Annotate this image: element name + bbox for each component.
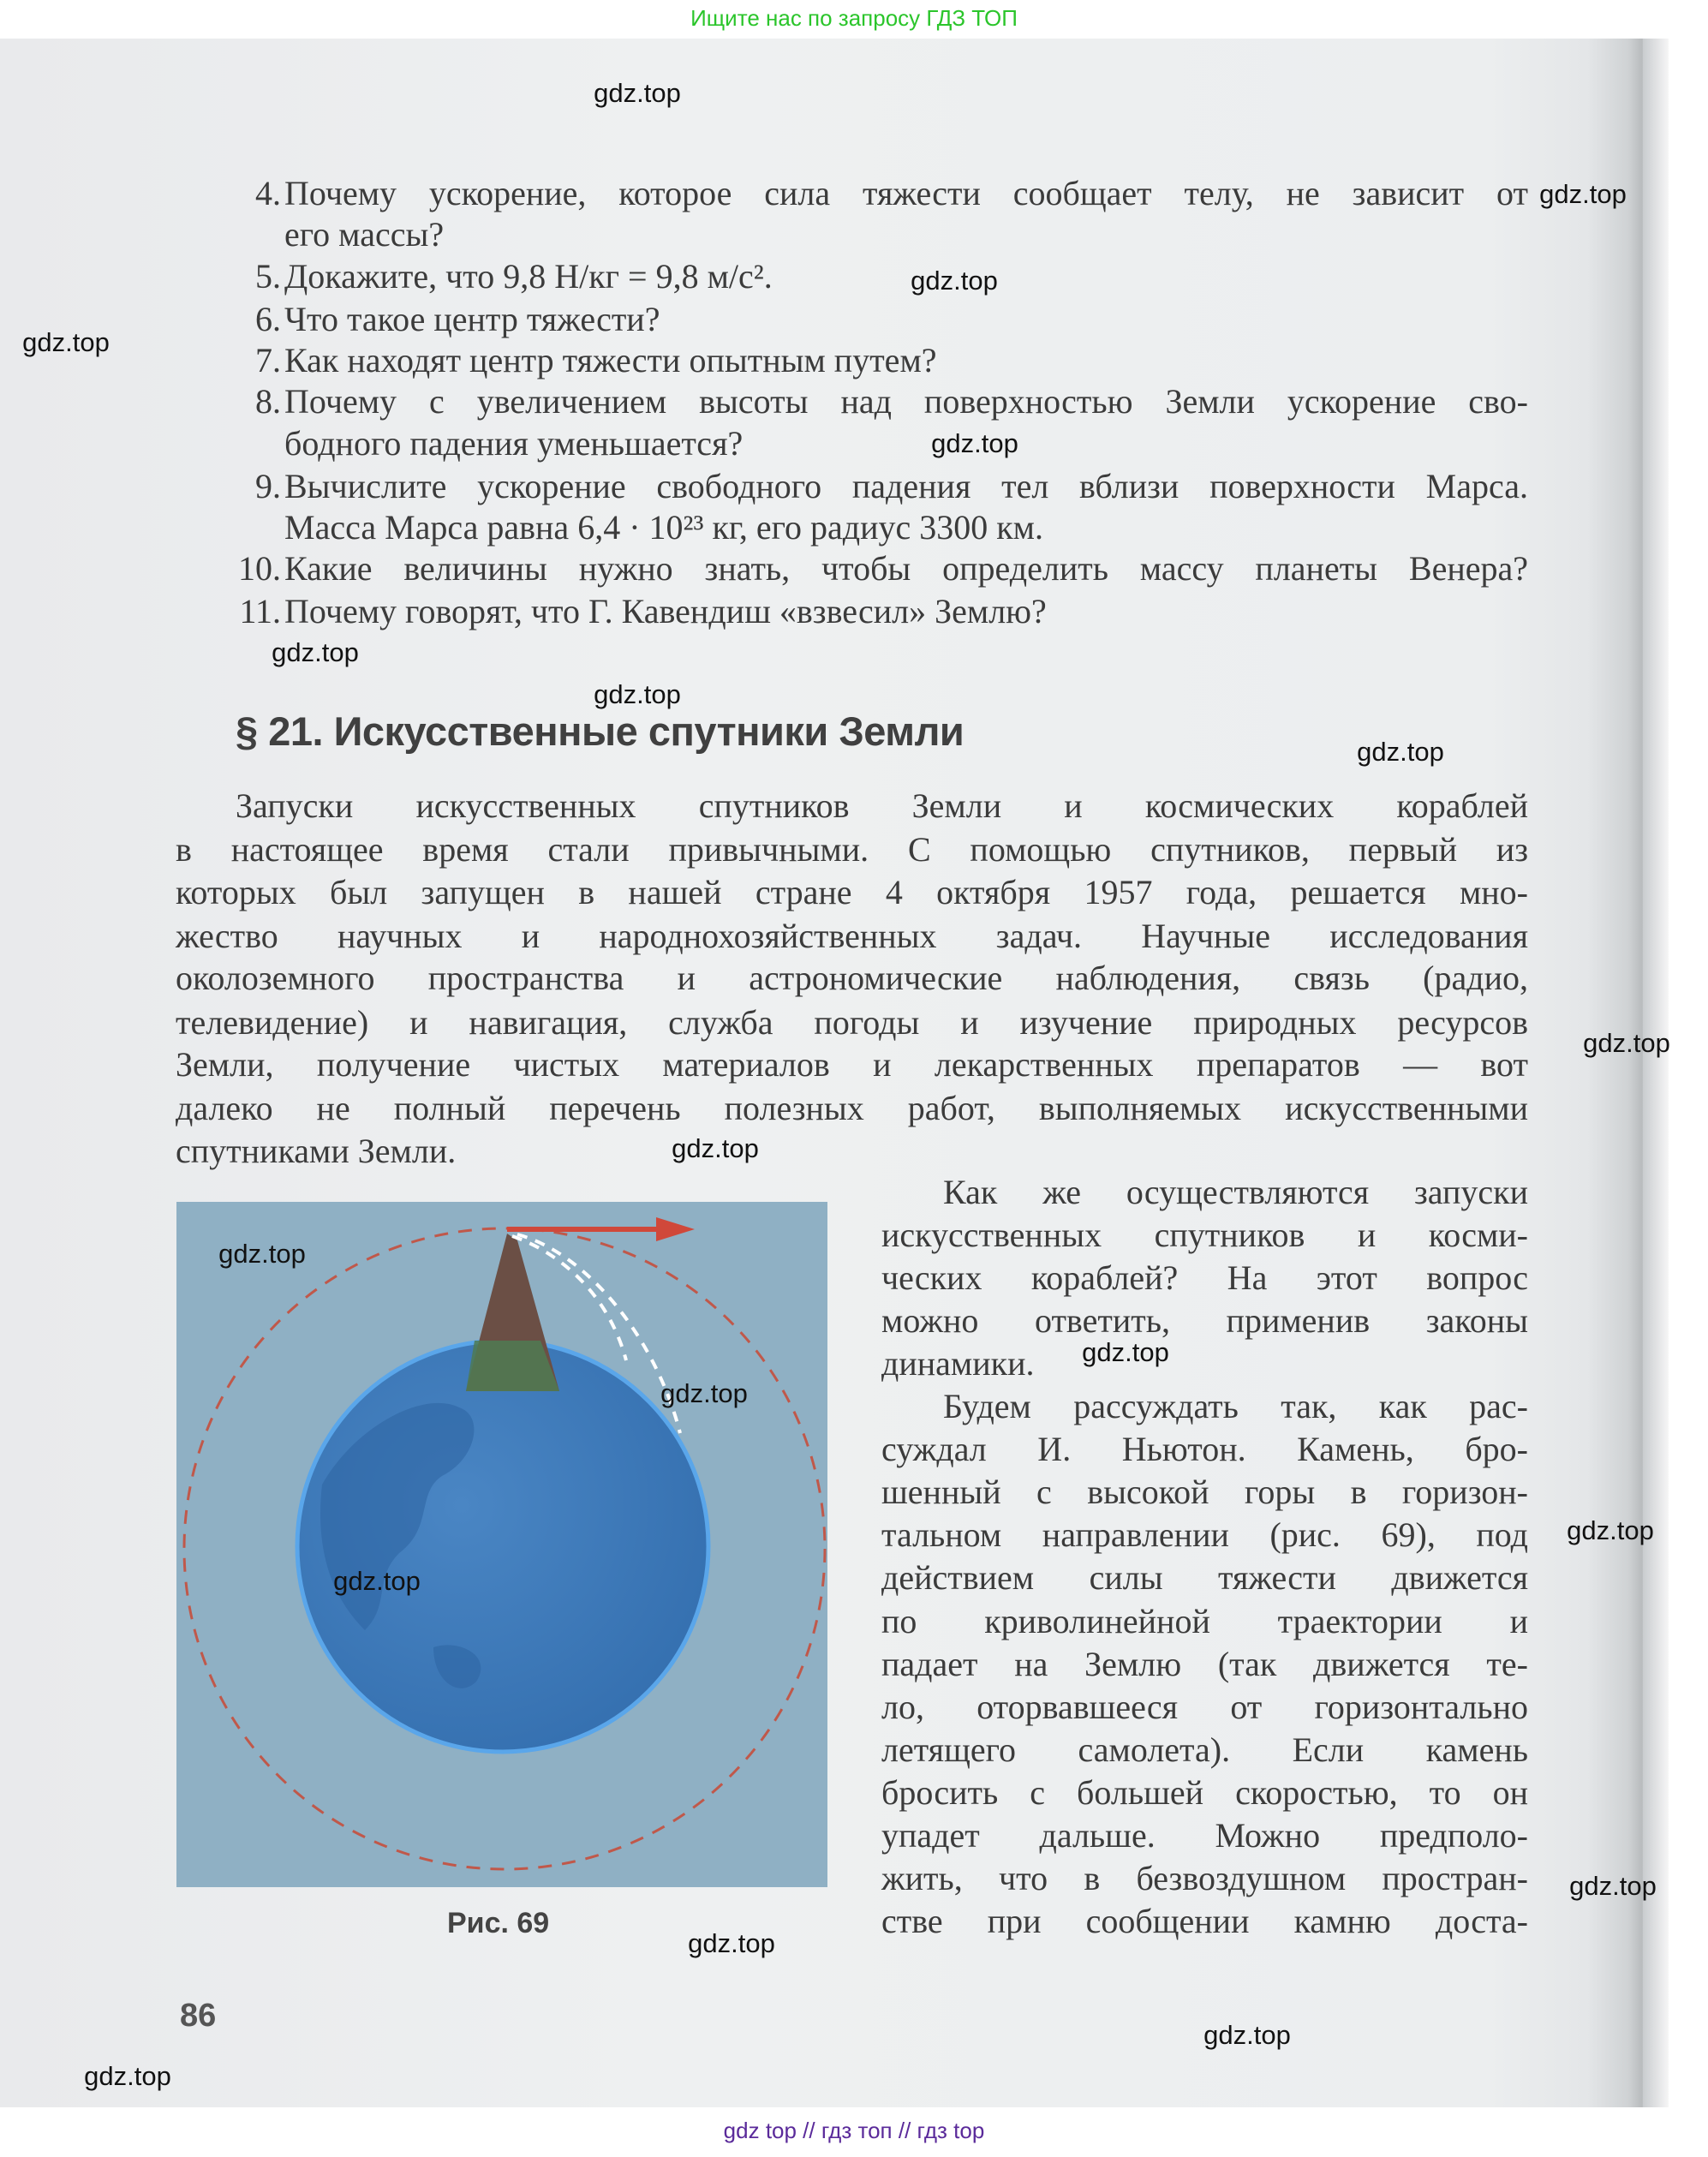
- watermark-text: gdz.top: [218, 1239, 306, 1269]
- bottom-link[interactable]: gdz top // гдз топ // гдз top: [723, 2118, 985, 2143]
- question-line: Как находят центр тяжести опытным путем?: [284, 341, 937, 379]
- watermark-text: gdz.top: [1539, 179, 1627, 209]
- velocity-arrowhead: [656, 1217, 695, 1241]
- watermark-text: gdz.top: [1569, 1871, 1657, 1901]
- top-banner-link[interactable]: Ищите нас по запросу ГДЗ ТОП: [690, 5, 1018, 31]
- paragraph-line: околоземного пространства и астрономические наблюдения, связь (радио,: [176, 959, 1528, 997]
- paragraph-line: бросить с большей скоростью, то он: [881, 1773, 1528, 1812]
- watermark-text: gdz.top: [594, 78, 681, 108]
- question-number: 6.: [255, 300, 281, 338]
- page-number: 86: [180, 1998, 217, 2034]
- paragraph-line: далеко не полный перечень полезных работ, выполняемых искусственными: [176, 1089, 1528, 1127]
- question-number: 9.: [255, 467, 281, 505]
- paragraph-line: телевидение) и навигация, служба погоды и изучение природных ресурсов: [176, 1003, 1528, 1042]
- paragraph-line: динамики.: [881, 1344, 1035, 1383]
- watermark-text: gdz.top: [911, 266, 998, 296]
- paragraph-line: искусственных спутников и косми-: [881, 1216, 1528, 1254]
- watermark-text: gdz.top: [84, 2061, 171, 2091]
- paragraph-line: стве при сообщении камню доста-: [881, 1902, 1528, 1940]
- question-line: Что такое центр тяжести?: [284, 300, 660, 338]
- question-number: 8.: [255, 382, 281, 421]
- watermark-text: gdz.top: [1082, 1337, 1169, 1367]
- paragraph-line: жить, что в безвоздушном простран-: [881, 1859, 1528, 1897]
- paragraph-line: спутниками Земли.: [176, 1132, 457, 1170]
- question-line: Какие величины нужно знать, чтобы определить массу планеты Венера?: [284, 549, 1528, 588]
- paragraph-line: Земли, получение чистых материалов и лекарственных препаратов — вот: [176, 1045, 1528, 1084]
- watermark-text: gdz.top: [1203, 2020, 1291, 2050]
- question-line: Почему с увеличением высоты над поверхностью Земли ускорение сво-: [284, 382, 1528, 421]
- paragraph-line: Запуски искусственных спутников Земли и космических кораблей: [236, 786, 1528, 825]
- watermark-text: gdz.top: [272, 637, 359, 667]
- paragraph-line: ло, оторвавшееся от горизонтально: [881, 1688, 1528, 1726]
- paragraph-line: тальном направлении (рис. 69), под: [881, 1515, 1528, 1554]
- question-line: Вычислите ускорение свободного падения тел вблизи поверхности Марса.: [284, 467, 1528, 505]
- paragraph-line: суждал И. Ньютон. Камень, бро-: [881, 1430, 1528, 1468]
- figure-69: [176, 1202, 827, 1887]
- question-line: Докажите, что 9,8 Н/кг = 9,8 м/с².: [284, 257, 773, 296]
- watermark-text: gdz.top: [333, 1566, 421, 1596]
- figure-illustration: [176, 1202, 827, 1887]
- paragraph-line: действием силы тяжести движется: [881, 1558, 1528, 1597]
- watermark-text: gdz.top: [660, 1378, 748, 1408]
- question-number: 11.: [239, 592, 281, 630]
- watermark-text: gdz.top: [1357, 737, 1444, 767]
- paragraph-line: шенный с высокой горы в горизон-: [881, 1473, 1528, 1511]
- question-number: 5.: [255, 257, 281, 296]
- question-line: Почему ускорение, которое сила тяжести сообщает телу, не зависит от: [284, 174, 1528, 212]
- figure-caption: Рис. 69: [447, 1907, 550, 1939]
- question-number: 7.: [255, 341, 281, 379]
- watermark-text: gdz.top: [1583, 1028, 1670, 1058]
- question-line: бодного падения уменьшается?: [284, 424, 744, 463]
- paragraph-line: можно ответить, применив законы: [881, 1301, 1528, 1340]
- paragraph-line: Как же осуществляются запуски: [943, 1173, 1528, 1211]
- watermark-text: gdz.top: [594, 679, 681, 709]
- section-heading: § 21. Искусственные спутники Земли: [236, 708, 964, 754]
- question-number: 4.: [255, 174, 281, 212]
- question-line: Масса Марса равна 6,4 · 10²³ кг, его радиус 3300 км.: [284, 508, 1043, 547]
- paragraph-line: по криволинейной траектории и: [881, 1602, 1528, 1640]
- watermark-text: gdz.top: [672, 1133, 759, 1163]
- page-edge-shadow: [1643, 39, 1669, 2107]
- watermark-text: gdz.top: [1567, 1515, 1654, 1545]
- question-line: Почему говорят, что Г. Кавендиш «взвесил» Землю?: [284, 592, 1047, 630]
- paragraph-line: жество научных и народнохозяйственных задач. Научные исследования: [176, 917, 1528, 955]
- question-number: 10.: [238, 549, 281, 588]
- top-banner: [0, 0, 1708, 39]
- watermark-text: gdz.top: [931, 428, 1018, 458]
- paragraph-line: Будем рассуждать так, как рас-: [943, 1387, 1528, 1425]
- watermark-text: gdz.top: [22, 327, 110, 357]
- watermark-text: gdz.top: [688, 1928, 775, 1958]
- paragraph-line: летящего самолета). Если камень: [881, 1730, 1528, 1769]
- paragraph-line: упадет дальше. Можно предполо-: [881, 1816, 1528, 1855]
- paragraph-line: которых был запущен в нашей стране 4 октября 1957 года, решается мно-: [176, 873, 1528, 911]
- paragraph-line: падает на Землю (так движется те-: [881, 1645, 1528, 1683]
- paragraph-line: в настоящее время стали привычными. С помощью спутников, первый из: [176, 830, 1528, 869]
- paragraph-line: ческих кораблей? На этот вопрос: [881, 1258, 1528, 1297]
- question-line: его массы?: [284, 215, 445, 254]
